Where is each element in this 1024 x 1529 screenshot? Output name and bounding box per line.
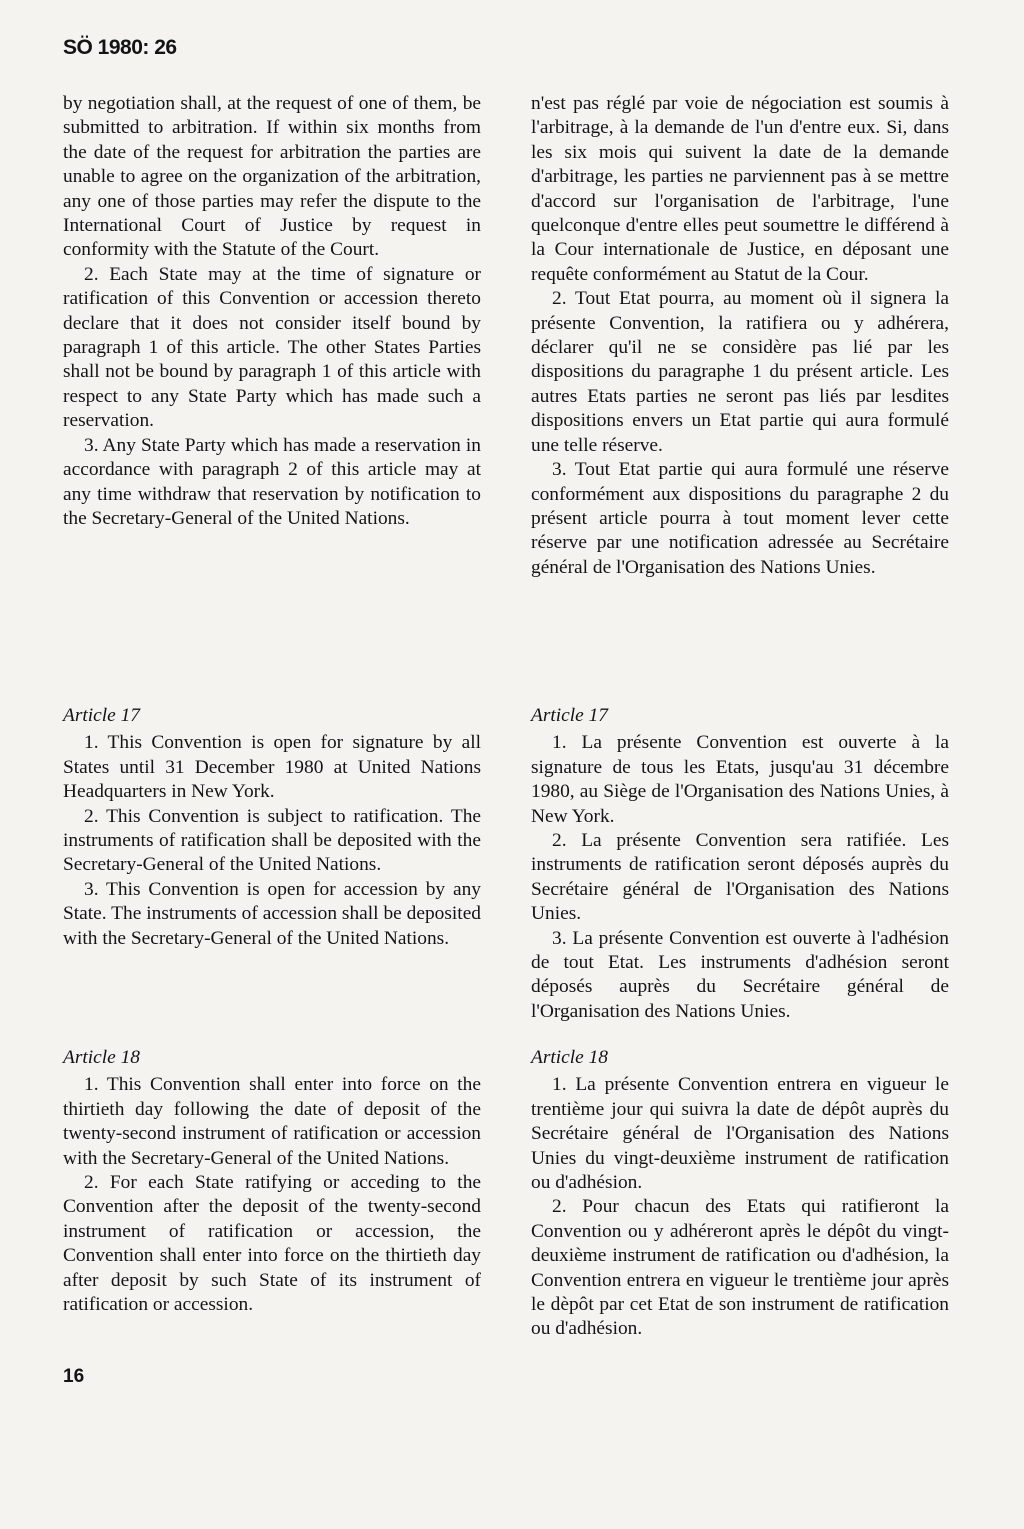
- french-article-17-paragraph-3: 3. La présente Convention est ouverte à l'adhésion de tout Etat. Les instruments d'adhésion seront déposés auprès du Secrétaire général de l'Organisation des Nations Unies.: [531, 927, 949, 1022]
- french-article-17-paragraph-2: 2. La présente Convention sera ratifiée. Les instruments de ratification seront déposés auprès du Secrétaire général de l'Organisation des Nations Unies.: [531, 830, 949, 925]
- english-paragraph-3: 3. Any State Party which has made a reservation in accordance with paragraph 2 of this article may at any time withdraw that reservation by notification to the Secretary-General of the United Nations.: [63, 434, 481, 529]
- english-paragraph-2: 2. Each State may at the time of signature or ratification of this Convention or accession thereto declare that it does not consider itself bound by paragraph 1 of this article. The other States Parties shall not be bound by paragraph 1 of this article with respect to any State Party which has made such a reservation.: [63, 263, 481, 432]
- page-number: 16: [63, 1366, 85, 1387]
- english-article16-continuation: [63, 92, 481, 531]
- english-article-17-heading: Article 17: [63, 705, 141, 726]
- english-article-17: [63, 704, 481, 951]
- french-article-17-paragraph-1: 1. La présente Convention est ouverte à la signature de tous les Etats, jusqu'au 31 décembre 1980, au Siège de l'Organisation des Nations Unies, à New York.: [531, 732, 949, 827]
- english-article-18: [63, 1046, 481, 1317]
- french-article-18-paragraph-2: 2. Pour chacun des Etats qui ratifieront la Convention ou y adhéreront après le dépôt du vingt-deuxième instrument de ratification ou d'adhésion, la Convention entrera en vigueur le trentième jour après le dèpôt par cet Etat de son instrument de ratification ou d'adhésion.: [531, 1196, 949, 1340]
- french-article-17-heading: Article 17: [531, 705, 609, 726]
- french-article-17: [531, 704, 949, 1024]
- english-article-18-paragraph-2: 2. For each State ratifying or acceding to the Convention after the deposit of the twenty-second instrument of ratification or accession, the Convention shall enter into force on the thirtieth day after deposit by such State of its instrument of ratification or accession.: [63, 1172, 481, 1316]
- english-article-18-paragraph-1: 1. This Convention shall enter into force on the thirtieth day following the date of deposit of the twenty-second instrument of ratification or accession with the Secretary-General of the United Nations.: [63, 1074, 481, 1169]
- french-article16-continuation: [531, 92, 949, 580]
- french-paragraph-3: 3. Tout Etat partie qui aura formulé une réserve conformément aux dispositions du paragraphe 2 du présent article pourra à tout moment lever cette réserve par une notification adressée au Secrétaire général de l'Organisation des Nations Unies.: [531, 459, 949, 578]
- french-article-18-paragraph-1: 1. La présente Convention entrera en vigueur le trentième jour qui suivra la date de dépôt auprès du Secrétaire général de l'Organisation des Nations Unies du vingt-deuxième instrument de ratification ou d'adhésion.: [531, 1074, 949, 1194]
- english-article-18-heading: Article 18: [63, 1047, 141, 1068]
- french-paragraph-continuation: n'est pas réglé par voie de négociation est soumis à l'arbitrage, à la demande de l'un d'entre eux. Si, dans les six mois qui suivent la date de la demande d'arbitrage, les parties ne parviennent pas à se mettre d'accord sur l'organisation de l'arbitrage, l'une quelconque d'entre elles peut soumettre le différend à la Cour internationale de Justice, en déposant une requête conformément au Statut de la Cour.: [531, 93, 949, 285]
- page-header: SÖ 1980: 26: [63, 36, 177, 59]
- english-paragraph-continuation: by negotiation shall, at the request of one of them, be submitted to arbitration. If within six months from the date of the request for arbitration the parties are unable to agree on the organization of the arbitration, any one of those parties may refer the dispute to the International Court of Justice by request in conformity with the Statute of the Court.: [63, 93, 481, 261]
- french-paragraph-2: 2. Tout Etat pourra, au moment où il signera la présente Convention, la ratifiera ou y adhérera, déclarer qu'il ne se considère pas lié par les dispositions du paragraphe 1 du présent article. Les autres Etats parties ne seront pas liés par lesdites dispositions envers un Etat partie qui aura formulé une telle réserve.: [531, 288, 949, 456]
- french-article-18: [531, 1046, 949, 1342]
- french-article-18-heading: Article 18: [531, 1047, 609, 1068]
- english-article-17-paragraph-3: 3. This Convention is open for accession by any State. The instruments of accession shall be deposited with the Secretary-General of the United Nations.: [63, 878, 481, 949]
- english-article-17-paragraph-1: 1. This Convention is open for signature by all States until 31 December 1980 at United Nations Headquarters in New York.: [63, 732, 481, 803]
- english-article-17-paragraph-2: 2. This Convention is subject to ratification. The instruments of ratification shall be deposited with the Secretary-General of the United Nations.: [63, 805, 481, 876]
